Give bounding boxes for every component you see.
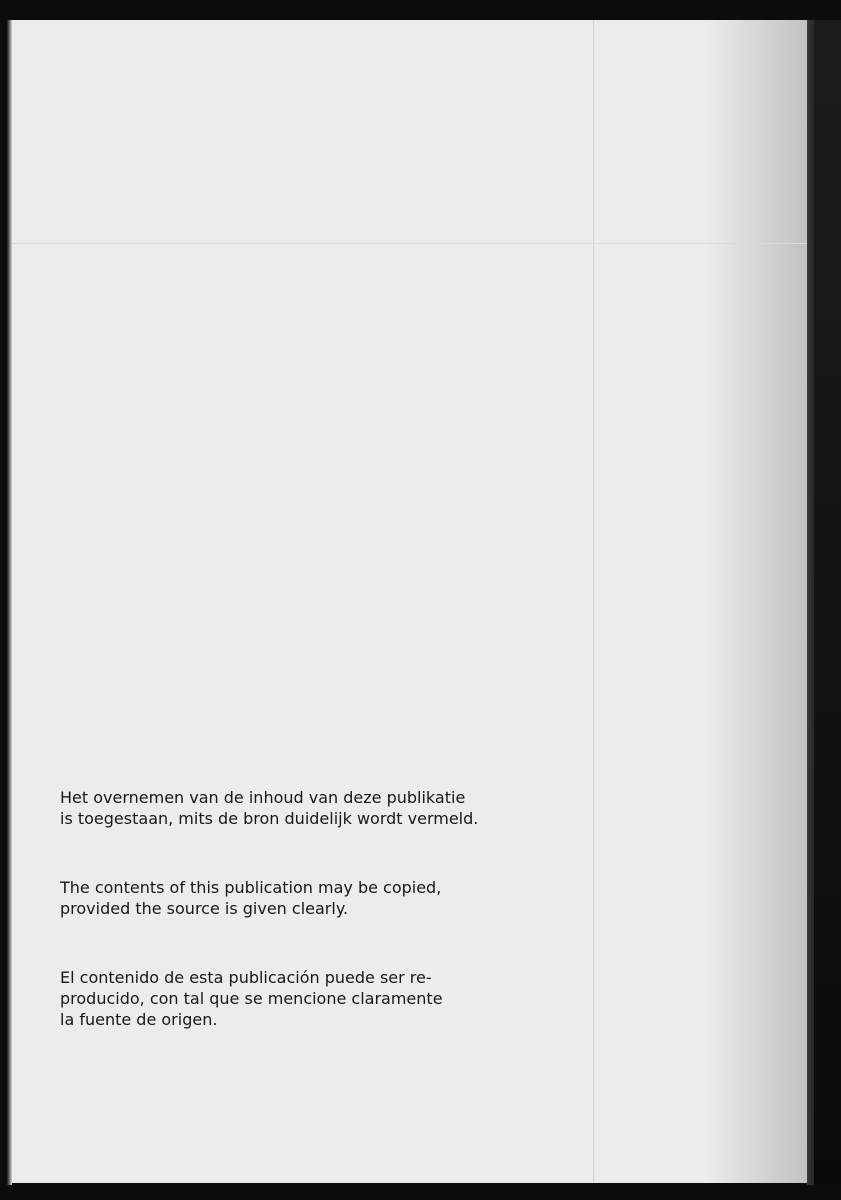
- page-left-edge: [7, 20, 12, 1185]
- copyright-notice-english: The contents of this publication may be copied, provided the source is given clearly.: [60, 878, 442, 918]
- copyright-notice-spanish: El contenido de esta publicación puede ser re- producido, con tal que se mencione claramente la fuente de origen.: [60, 968, 443, 1029]
- scan-right-border: [807, 20, 841, 1200]
- scan-bottom-border: [0, 1185, 841, 1200]
- scan-top-border: [0, 0, 841, 22]
- copyright-notice-dutch: Het overnemen van de inhoud van deze publikatie is toegestaan, mits de bron duidelijk wordt vermeld.: [60, 788, 479, 828]
- vertical-fold-line: [593, 20, 594, 1183]
- page-right-shadow: [705, 20, 807, 1183]
- horizontal-fold-line: [12, 243, 807, 244]
